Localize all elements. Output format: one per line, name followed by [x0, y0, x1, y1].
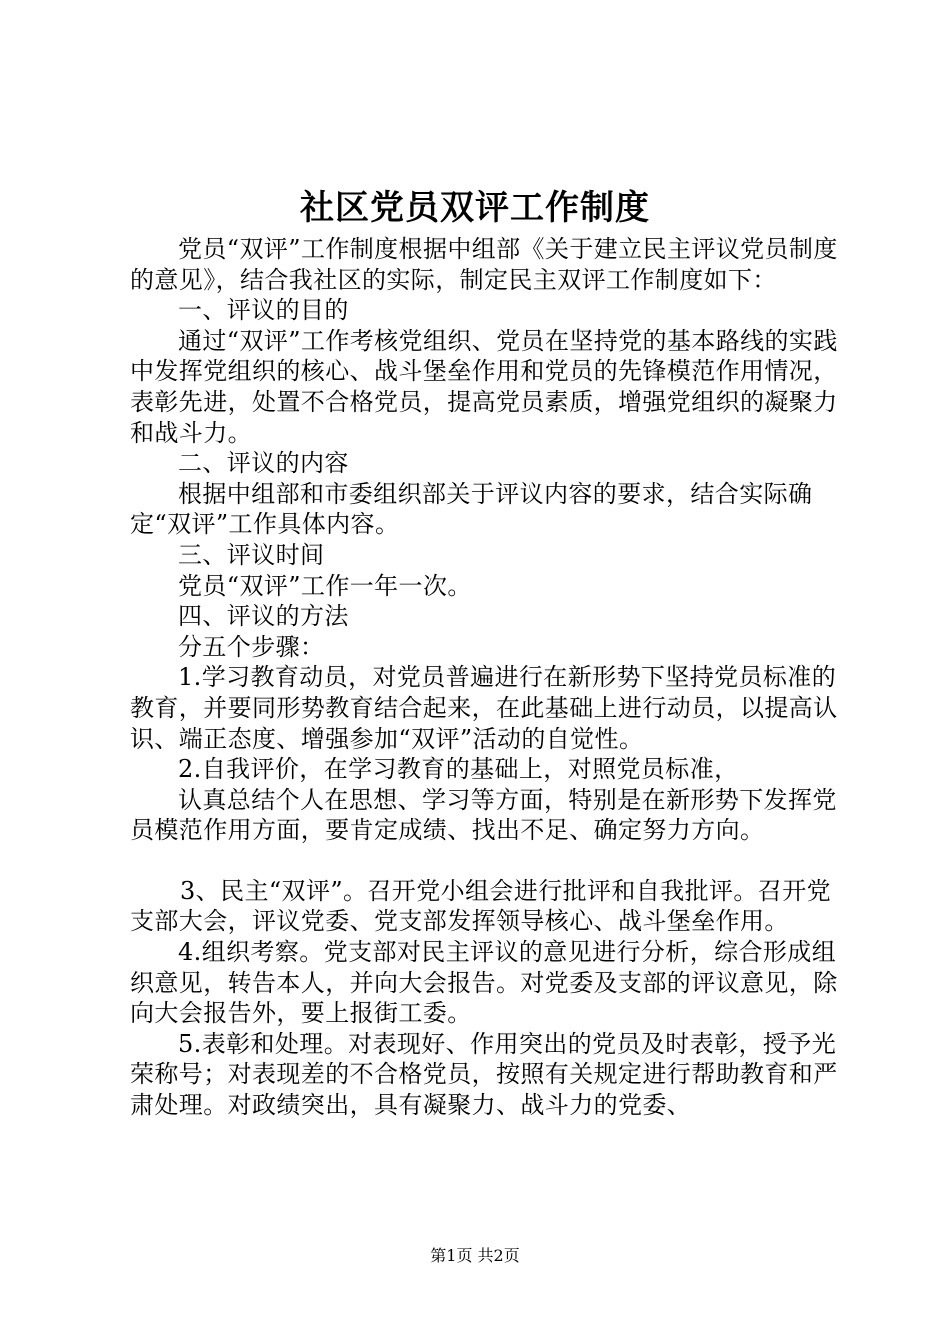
heading-time: 三、评议时间	[178, 540, 325, 569]
paragraph-purpose: 通过“双评”工作考核党组织、党员在坚持党的基本路线的实践中发挥党组织的核心、战斗堡垒作用和党员的先锋模范作用情况，表彰先进，处置不合格党员，提高党员素质，增强党组织的凝聚力和战斗力。	[130, 326, 838, 447]
page-footer: 第1页 共2页	[430, 1246, 520, 1265]
heading-content: 二、评议的内容	[178, 449, 349, 478]
step-2-continued: 认真总结个人在思想、学习等方面，特别是在新形势下发挥党员模范作用方面，要肯定成绩、找出不足、确定努力方向。	[130, 785, 837, 845]
heading-method: 四、评议的方法	[178, 602, 349, 631]
paragraph-time: 党员“双评”工作一年一次。	[178, 571, 472, 600]
heading-purpose: 一、评议的目的	[178, 296, 349, 325]
paragraph-content: 根据中组部和市委组织部关于评议内容的要求，结合实际确定“双评”工作具体内容。	[130, 479, 813, 539]
document-body	[130, 234, 842, 1121]
step-1: 1.学习教育动员，对党员普遍进行在新形势下坚持党员标准的教育，并要同形势教育结合起来，在此基础上进行动员，以提高认识、端正态度、增强参加“双评”活动的自觉性。	[130, 663, 838, 753]
paragraph-steps: 分五个步骤：	[178, 632, 325, 661]
step-5: 5.表彰和处理。对表现好、作用突出的党员及时表彰，授予光荣称号；对表现差的不合格党员，按照有关规定进行帮助教育和严肃处理。对政绩突出，具有凝聚力、战斗力的党委、	[130, 1029, 838, 1120]
paragraph-intro: 党员“双评”工作制度根据中组部《关于建立民主评议党员制度的意见》，结合我社区的实际，制定民主双评工作制度如下：	[130, 235, 838, 294]
step-3: 3、民主“双评”。召开党小组会进行批评和自我批评。召开党支部大会，评议党委、党支部发挥领导核心、战斗堡垒作用。	[130, 876, 832, 936]
step-2: 2.自我评价，在学习教育的基础上，对照党员标准，	[178, 755, 739, 784]
document-title: 社区党员双评工作制度	[300, 188, 650, 228]
step-4: 4.组织考察。党支部对民主评议的意见进行分析，综合形成组织意见，转告本人，并向大会报告。对党委及支部的评议意见，除向大会报告外，要上报街工委。	[130, 938, 838, 1028]
